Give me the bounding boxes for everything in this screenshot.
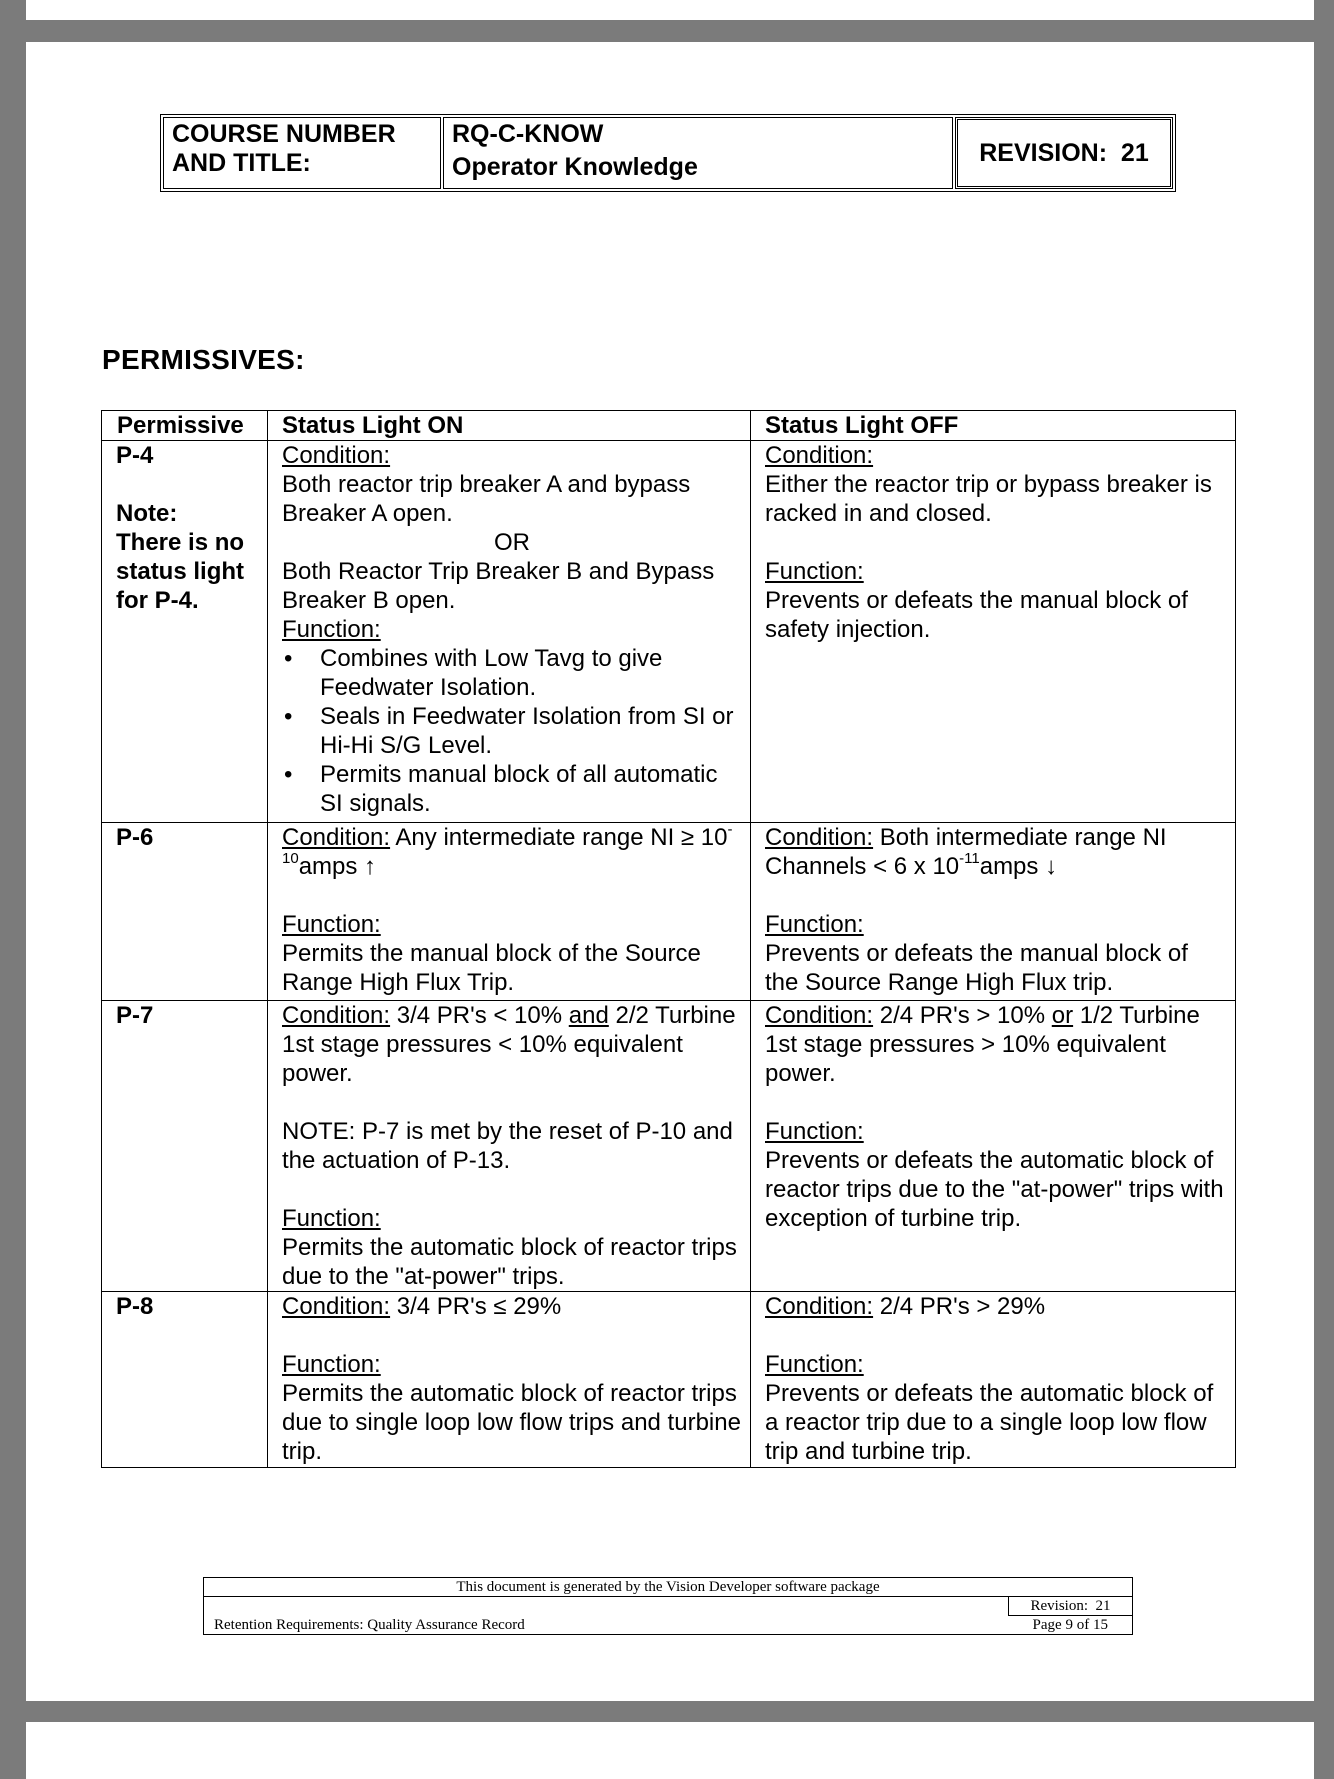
condition-text: 1/2 Turbine 1st stage pressures > 10% equivalent power.	[765, 1002, 1200, 1087]
revision-label: REVISION: 21	[979, 138, 1149, 167]
table-header-row	[102, 411, 1236, 441]
permissive-id-p8: P-8	[102, 1292, 268, 1468]
condition-text: 2/4 PR's > 10%	[873, 1002, 1052, 1029]
condition-text: Either the reactor trip or bypass breaker is racked in and closed.	[765, 471, 1212, 527]
condition-label: Condition:	[282, 824, 391, 851]
condition-label: Condition:	[765, 1002, 874, 1029]
condition-unit: amps ↑	[298, 853, 377, 880]
function-label: Function:	[765, 911, 864, 938]
footer-page: Page 9 of 15	[1009, 1616, 1133, 1635]
function-text: Prevents or defeats the manual block of the Source Range High Flux trip.	[765, 940, 1188, 996]
condition-line	[282, 823, 742, 881]
status-on-p6	[268, 823, 751, 1001]
note-label: Note:	[116, 500, 178, 527]
condition-label: Condition:	[282, 1293, 391, 1320]
condition-text: 3/4 PR's ≤ 29%	[390, 1293, 562, 1320]
condition-line	[765, 1292, 1227, 1321]
footer-generated: This document is generated by the Vision Developer software package	[204, 1578, 1133, 1597]
list-item: • Seals in Feedwater Isolation from SI or Hi-Hi S/G Level.	[320, 702, 742, 760]
condition-text: 3/4 PR's < 10%	[390, 1002, 569, 1029]
course-value	[443, 117, 953, 189]
condition-text: Any intermediate range NI ≥ 10	[390, 824, 728, 851]
table-row-p7	[102, 1001, 1236, 1292]
condition-text: 2/2 Turbine 1st stage pressures < 10% equivalent power.	[282, 1002, 736, 1087]
function-label: Function:	[765, 558, 864, 585]
function-label: Function:	[282, 616, 381, 643]
course-title: Operator Knowledge	[452, 153, 698, 181]
condition-label: Condition:	[282, 1002, 391, 1029]
footer-revision: Revision: 21	[1009, 1597, 1133, 1616]
condition-label: Condition:	[765, 824, 874, 851]
permissive-id: P-4	[116, 442, 154, 469]
course-label	[163, 117, 441, 189]
footer-retention: Retention Requirements: Quality Assurance Record	[204, 1616, 1009, 1635]
function-text: Prevents or defeats the manual block of safety injection.	[765, 587, 1188, 643]
condition-exponent: -11	[959, 850, 980, 867]
table-row-p4	[102, 441, 1236, 823]
function-label: Function:	[765, 1351, 864, 1378]
function-label: Function:	[282, 911, 381, 938]
condition-line	[282, 1292, 742, 1321]
permissives-table	[101, 410, 1236, 1468]
function-text: Prevents or defeats the automatic block of a reactor trip due to a single loop low flow trip and turbine trip.	[765, 1380, 1214, 1465]
status-on-p8	[268, 1292, 751, 1468]
header-status-off: Status Light OFF	[751, 411, 1236, 441]
list-item: • Combines with Low Tavg to give Feedwater Isolation.	[320, 644, 742, 702]
status-off-p6	[751, 823, 1236, 1001]
header-permissive: Permissive	[102, 411, 268, 441]
permissive-id-p6: P-6	[102, 823, 268, 1001]
function-label: Function:	[282, 1205, 381, 1232]
function-text: Permits the automatic block of reactor trips due to the "at-power" trips.	[282, 1234, 737, 1290]
condition-unit: amps ↓	[979, 853, 1058, 880]
note-text: NOTE: P-7 is met by the reset of P-10 and the actuation of P-13.	[282, 1118, 733, 1174]
next-page-edge	[26, 1722, 1314, 1779]
permissive-id-p4	[102, 441, 268, 823]
condition-text: Both Reactor Trip Breaker B and Bypass Breaker B open.	[282, 558, 715, 614]
condition-line	[282, 1001, 742, 1088]
condition-text: Both reactor trip breaker A and bypass Breaker A open.	[282, 471, 691, 527]
status-off-p7	[751, 1001, 1236, 1292]
condition-text: 2/4 PR's > 29%	[873, 1293, 1046, 1320]
course-number: RQ-C-KNOW	[452, 120, 604, 148]
function-bullets	[282, 644, 742, 818]
function-label: Function:	[765, 1118, 864, 1145]
condition-line	[765, 1001, 1227, 1088]
status-on-p4	[268, 441, 751, 823]
course-label-line2: AND TITLE:	[172, 149, 311, 177]
document-page	[26, 42, 1314, 1701]
condition-or: or	[1051, 1002, 1074, 1029]
section-title: PERMISSIVES:	[102, 344, 305, 375]
list-item: • Permits manual block of all automatic SI signals.	[320, 760, 742, 818]
note-text: There is no status light for P-4.	[116, 529, 245, 614]
course-label-line1: COURSE NUMBER	[172, 120, 396, 148]
condition-line	[765, 823, 1227, 881]
status-off-p8	[751, 1292, 1236, 1468]
course-header	[160, 114, 1176, 192]
header-status-on: Status Light ON	[268, 411, 751, 441]
function-text: Prevents or defeats the automatic block of reactor trips due to the "at-power" trips with exception of turbine trip.	[765, 1147, 1224, 1232]
permissive-id-p7: P-7	[102, 1001, 268, 1292]
function-text: Permits the automatic block of reactor trips due to single loop low flow trips and turbine trip.	[282, 1380, 741, 1465]
table-row-p8	[102, 1292, 1236, 1468]
function-text: Permits the manual block of the Source Range High Flux Trip.	[282, 940, 701, 996]
condition-exponent: -10	[282, 821, 733, 867]
previous-page-edge	[26, 0, 1314, 20]
condition-label: Condition:	[282, 442, 391, 469]
condition-text: Both intermediate range NI Channels < 6 x 10	[765, 824, 1167, 880]
status-on-p7	[268, 1001, 751, 1292]
or-text: OR	[494, 529, 530, 556]
function-label: Function:	[282, 1351, 381, 1378]
condition-label: Condition:	[765, 1293, 874, 1320]
document-footer	[203, 1577, 1133, 1635]
table-row-p6	[102, 823, 1236, 1001]
status-off-p4	[751, 441, 1236, 823]
condition-label: Condition:	[765, 442, 874, 469]
revision-box	[955, 117, 1173, 189]
condition-and: and	[568, 1002, 609, 1029]
